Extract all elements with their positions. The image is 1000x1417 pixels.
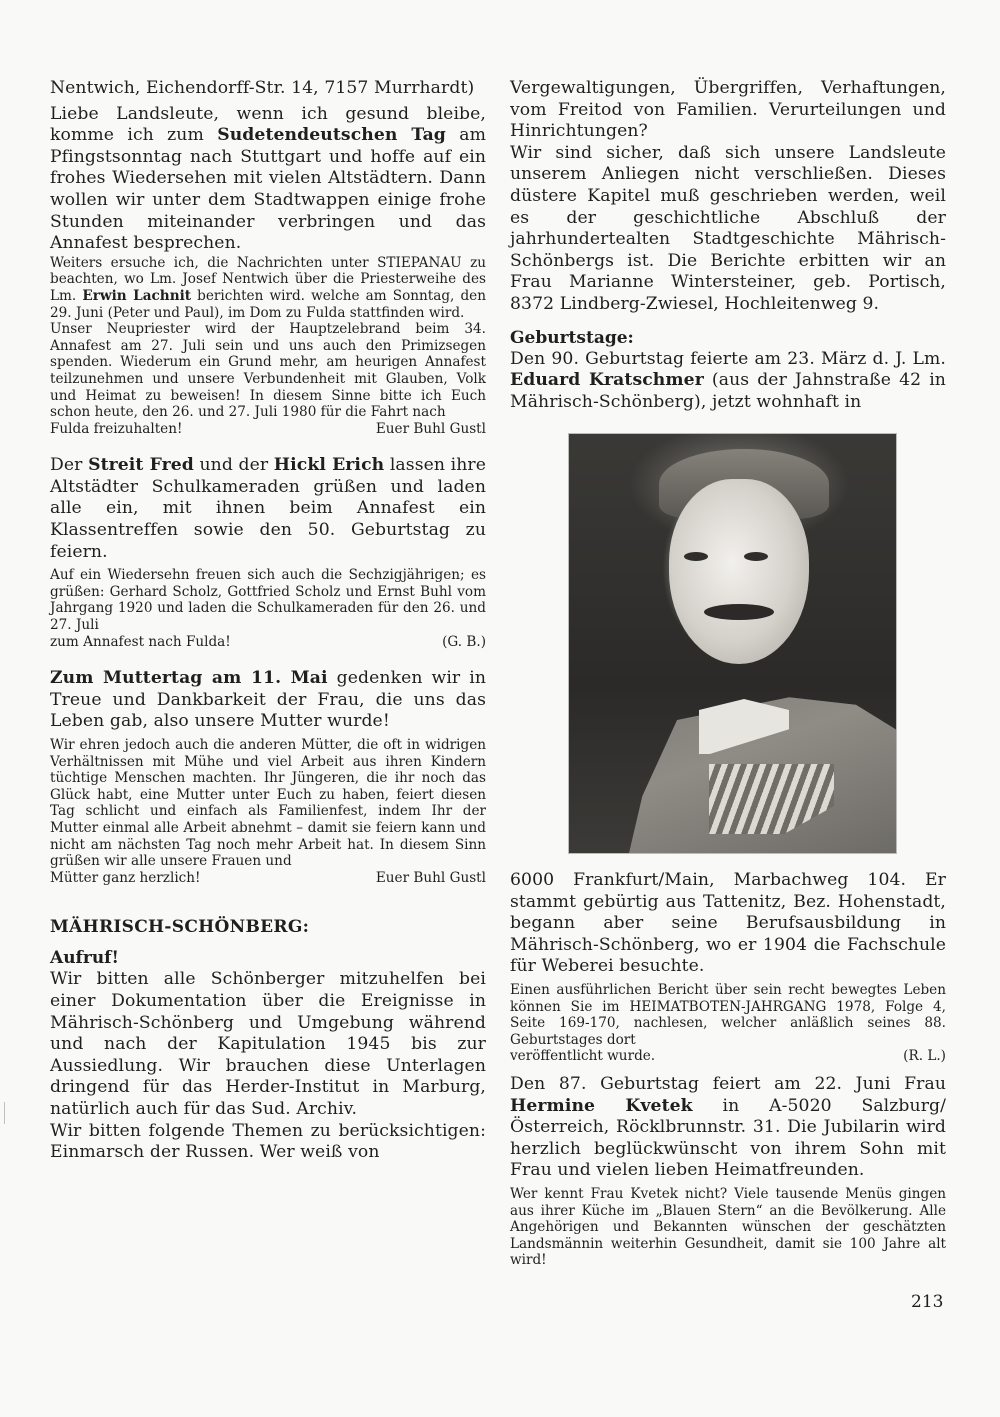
text-span: in A-5020 Salzburg/Österreich, Röcklbrunnstr. 31. Die Jubilarin wird herzlich beglückwünscht von ihrem Sohn mit Frau und vielen lieben Heimatfreunden. <box>510 1095 947 1181</box>
neupriester-signature-line <box>50 421 486 438</box>
bold-event-name: Sudetendeutschen Tag <box>217 125 446 146</box>
bold-person-name: Erwin Lachnit <box>82 287 192 304</box>
signature: (G. B.) <box>442 633 486 650</box>
scan-margin-mark <box>4 1102 8 1124</box>
photo-eye-shape <box>684 552 708 561</box>
photo-mustache-shape <box>704 604 774 620</box>
muetter-signature-line <box>50 870 486 887</box>
neupriester-paragraph: Unser Neupriester wird der Hauptzelebrand beim 34. Annafest am 27. Juli sein und uns auch den Primizsegen spenden. Wiederum ein Grund mehr, am heurigen Annafest teilzunehmen und unsere Verbundenheit mit Glauben, Volk und Heimat zu beweisen! In diesem Sinne bitte ich Euch schon heute, den 26. und 27. Juli 1980 für die Fahrt nach <box>50 321 486 421</box>
geburtstage-heading: Geburtstage: <box>510 327 634 348</box>
text-span: (aus der Jahnstraße 42 in Mährisch-Schönberg), jetzt wohnhaft in <box>510 370 946 412</box>
bericht-signature-line <box>510 1048 946 1065</box>
muetter-paragraph: Wir ehren jedoch auch die anderen Mütter, die oft in widrigen Verhältnissen mit Mühe und viel Arbeit aus ihren Kindern tüchtige Menschen machten. Ihr Jüngeren, die ihr noch das Glück habt, eine Mutter unter Euch zu haben, feiert diesen Tag schlicht und einfach als Familienfest, indem Ihr der Mutter einmal alle Arbeit abnehmt – damit sie feiern kann und nicht am nächsten Tag noch mehr Arbeit hat. In diesem Sinn grüßen wir alle unsere Frauen und <box>50 737 486 870</box>
signature: Euer Buhl Gustl <box>375 420 486 437</box>
right-column <box>510 78 946 413</box>
closing-text: veröffentlicht wurde. <box>510 1048 656 1065</box>
text-span: Weiters ersuche ich, die Nachrichten unter STIEPANAU zu beachten, wo Lm. Josef Nentwich über die Priesterweihe des Lm. <box>50 254 486 304</box>
closing-text: Fulda freizuhalten! <box>50 420 183 437</box>
text-span: lassen ihre Altstädter Schulkameraden grüßen und laden alle ein, mit ihnen beim Annafest ein Klassentreffen sowie den 50. Geburtstag zu feiern. <box>50 455 486 562</box>
photo-eye-shape <box>744 552 768 561</box>
klassentreffen-paragraph <box>50 455 486 563</box>
aufruf-paragraph: Wir bitten alle Schönberger mitzuhelfen bei einer Dokumentation über die Ereignisse in Mährisch-Schönberg und Umgebung während und nach der Kapitulation 1945 bis zur Aussiedlung. Wir brauchen diese Unterlagen dringend für das Herder-Institut in Marburg, natürlich auch für das Sud. Archiv. <box>50 969 486 1119</box>
muttertag-paragraph <box>50 668 486 733</box>
closing-text: zum Annafest nach Fulda! <box>50 633 231 650</box>
kvetek-paragraph <box>510 1074 946 1182</box>
text-span: gedenken wir in Treue und Dankbarkeit der Frau, die uns das Leben gab, also unsere Mutter wurde! <box>50 668 486 732</box>
kvetek-small-paragraph: Wer kennt Frau Kvetek nicht? Viele tausende Menüs gingen aus ihrer Küche im „Blauen Stern“ an die Bevölkerung. Alle Angehörigen und Bekannten wünschen der geschätzten Landsmännin weiterhin Gesundheit, damit sie 100 Jahre alt wird! <box>510 1185 946 1269</box>
photo-face-shape <box>669 479 809 664</box>
page-number: 213 <box>911 1292 944 1312</box>
text-span: berichten wird. welche am Sonntag, den 29. Juni (Peter und Paul), im Dom zu Fulda stattfinden wird. <box>50 287 486 321</box>
stiepanau-paragraph <box>50 255 486 321</box>
text-span: und der <box>193 455 274 476</box>
text-span: Der <box>50 455 89 476</box>
portrait-photo <box>568 433 897 854</box>
right-column-lower <box>510 870 946 1269</box>
signature: (R. L.) <box>903 1048 946 1065</box>
bold-person-name: Hermine Kvetek <box>510 1095 693 1116</box>
bold-person-name: Eduard Kratschmer <box>510 370 704 391</box>
aufruf-heading: Aufruf! <box>50 948 119 969</box>
text-span: Den 90. Geburtstag feierte am 23. März d. J. Lm. <box>510 348 946 369</box>
text-span: Liebe Landsleute, wenn ich gesund bleibe, komme ich zum <box>50 103 486 146</box>
text-span: am Pfingstsonntag nach Stuttgart und hoffe auf ein frohes Wiedersehen mit vielen Altstädtern. Dann wollen wir unter dem Stadtwappen einige frohe Stunden miteinander verbringen und das Annafest besprechen. <box>50 125 486 254</box>
kratschmer-continued-paragraph: 6000 Frankfurt/Main, Marbachweg 104. Er stammt gebürtig aus Tattenitz, Bez. Hohenstadt, begann aber seine Berufsausbildung in Mährisch-Schönberg, wo er 1904 die Fachschule für Weberei besuchte. <box>510 870 946 977</box>
sechzig-paragraph: Auf ein Wiedersehn freuen sich auch die Sechzigjährigen; es grüßen: Gerhard Scholz, Gottfried Scholz und Ernst Buhl vom Jahrgang 1920 und laden die Schulkameraden für den 26. und 27. Juli <box>50 567 486 634</box>
kratschmer-paragraph <box>510 349 946 414</box>
sudetendeutscher-tag-paragraph <box>50 104 486 255</box>
sechzig-signature-line <box>50 634 486 651</box>
closing-text: Mütter ganz herzlich! <box>50 869 201 886</box>
bold-person-name: Hickl Erich <box>273 455 385 476</box>
bold-person-name: Streit Fred <box>88 455 194 476</box>
section-heading: MÄHRISCH-SCHÖNBERG: <box>50 917 310 938</box>
themen-continued-paragraph: Vergewaltigungen, Übergriffen, Verhaftungen, vom Freitod von Familien. Verurteilungen und Hinrichtungen? <box>510 78 946 142</box>
signature: Euer Buhl Gustl <box>375 869 486 886</box>
bold-heading-text: Zum Muttertag am 11. Mai <box>50 668 328 689</box>
left-column <box>50 78 486 1164</box>
themen-paragraph: Wir bitten folgende Themen zu berücksichtigen: Einmarsch der Russen. Wer weiß von <box>50 1120 486 1163</box>
bericht-paragraph: Einen ausführlichen Bericht über sein recht bewegtes Leben können Sie im HEIMATBOTEN-JAHRGANG 1978, Folge 4, Seite 169-170, nachlesen, welcher anläßlich seines 88. Geburtstages dort <box>510 981 946 1048</box>
intro-address: Nentwich, Eichendorff-Str. 14, 7157 Murrhardt) <box>50 78 475 98</box>
sicher-paragraph: Wir sind sicher, daß sich unsere Landsleute unserem Anliegen nicht verschließen. Dieses düstere Kapitel muß geschrieben werden, weil es der geschichtliche Abschluß der jahrhundertealten Stadtgeschichte Mährisch-Schönbergs ist. Die Berichte erbitten wir an Frau Marianne Wintersteiner, geb. Portisch, 8372 Lindberg-Zwiesel, Hochleitenweg 9. <box>510 142 946 314</box>
text-span: Den 87. Geburtstag feiert am 22. Juni Frau <box>510 1073 946 1094</box>
